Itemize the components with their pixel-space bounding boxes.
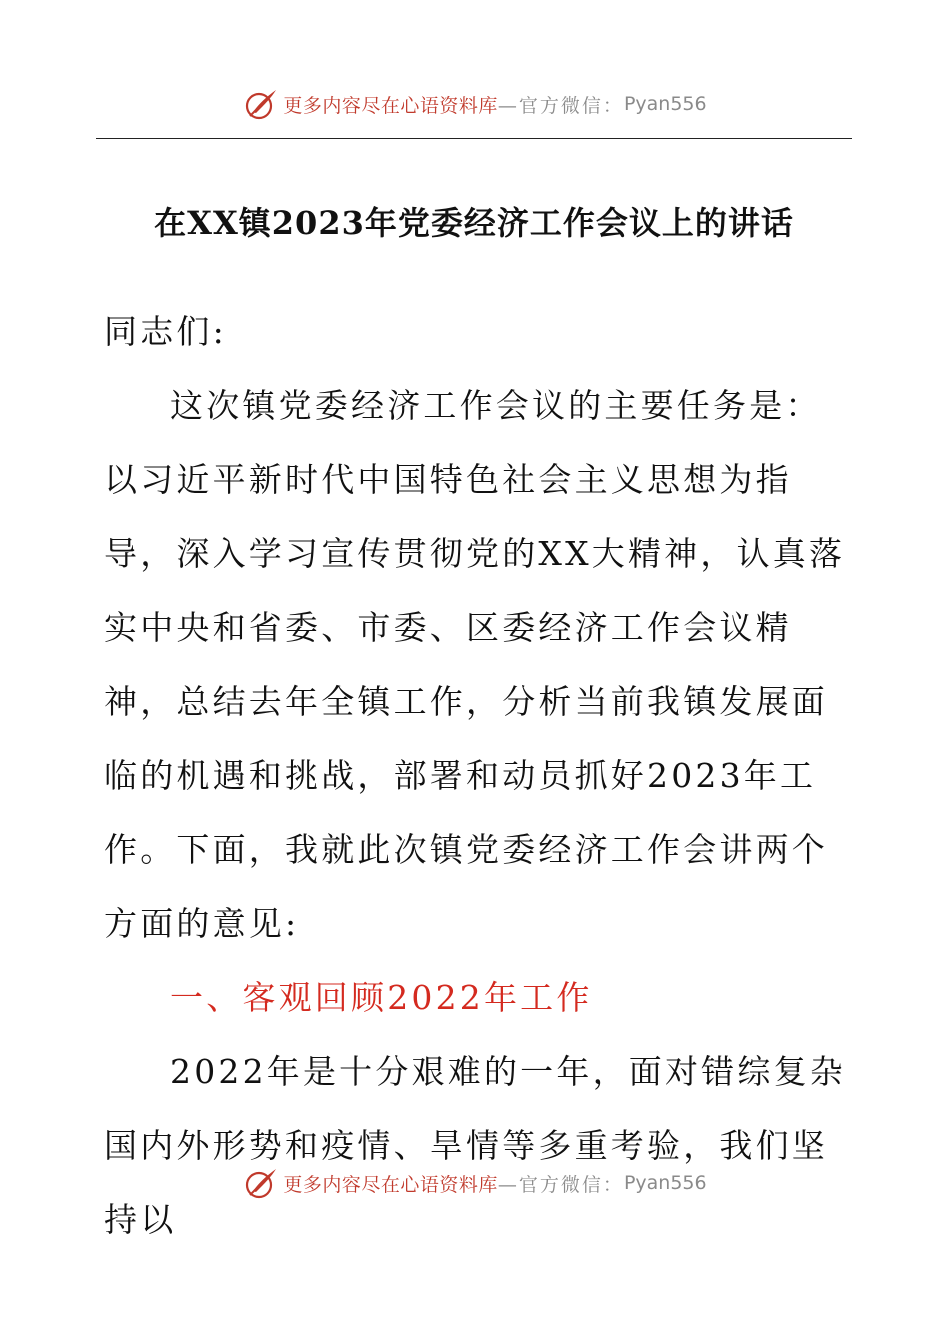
document-title: 在XX镇2023年党委经济工作会议上的讲话 [154,204,794,242]
section-heading: 一、客观回顾2022年工作 [170,978,593,1017]
paragraph: 2022年是十分艰难的一年，面对错综复杂国内外形势和疫情、旱情等多重考验，我们坚持以 [104,1052,846,1239]
banner-subtext: —官方微信： [497,94,624,117]
salutation: 同志们: [104,312,227,351]
document-body [104,295,852,1257]
banner-wechat-id: Pyan556 [623,93,707,115]
quill-logo-icon [243,1165,279,1201]
header-banner [0,82,950,126]
banner-subtext: —官方微信： [497,1173,624,1196]
banner-text: 更多内容尽在心语资料库 [283,94,498,117]
quill-logo-icon [243,86,279,122]
paragraph: 这次镇党委经济工作会议的主要任务是：以习近平新时代中国特色社会主义思想为指导，深入学习宣传贯彻党的XX大精神，认真落实中央和省委、市委、区委经济工作会议精神，总结去年全镇工作，分析当前我镇发展面临的机遇和挑战，部署和动员抓好2023年工作。下面，我就此次镇党委经济工作会讲两个方面的意见: [104,386,846,943]
banner-wechat-id: Pyan556 [623,1172,707,1194]
banner-text: 更多内容尽在心语资料库 [283,1173,498,1196]
footer-banner [0,1161,950,1205]
header-divider [96,138,852,139]
